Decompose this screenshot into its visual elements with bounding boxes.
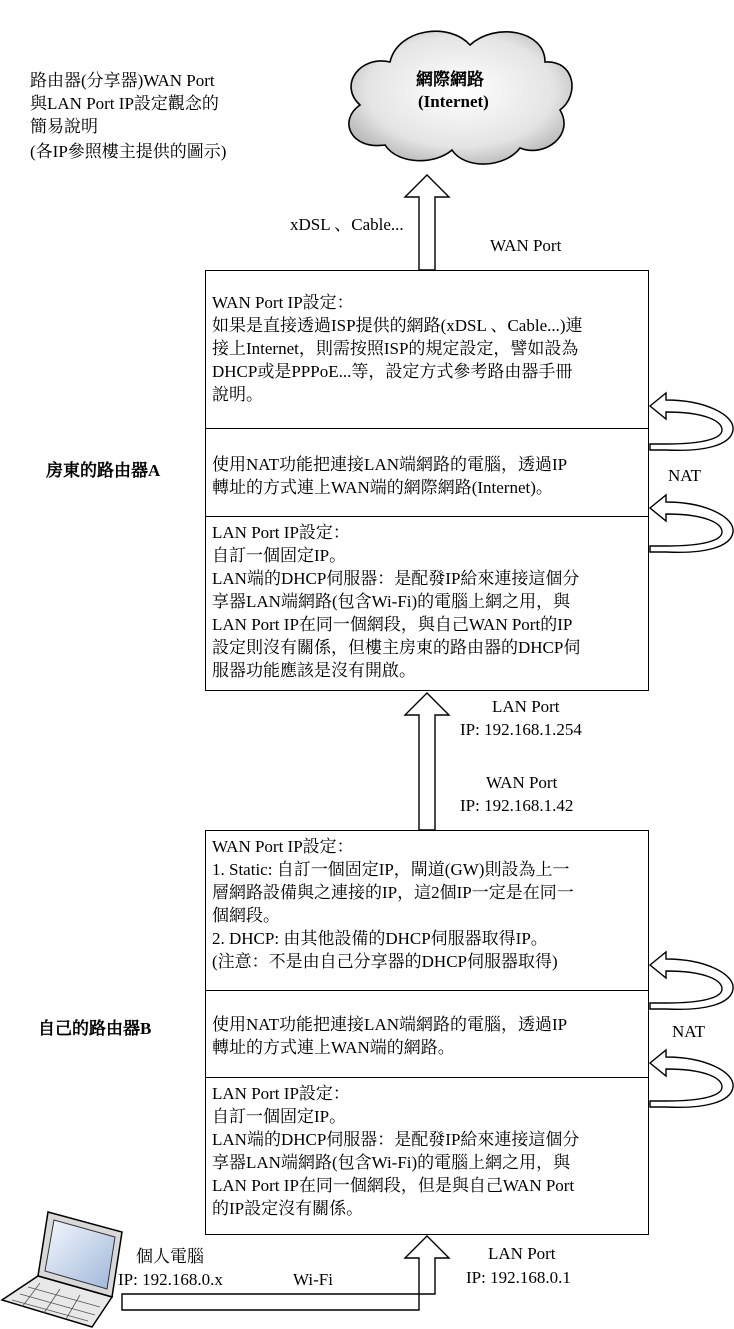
router-b-nat-label: NAT: [672, 1022, 706, 1041]
uplink-connection-label: xDSL 、Cable...: [290, 215, 404, 234]
router-a-box: [205, 270, 649, 691]
router-b-lan-port-label: LAN Port: [488, 1244, 556, 1263]
internet-subtitle: (Internet): [418, 92, 489, 111]
router-b-nat-description: 使用NAT功能把連接LAN端網路的電腦，透過IP 轉址的方式連上WAN端的網路。: [206, 990, 648, 1078]
pc-ip: IP: 192.168.0.x: [118, 1270, 223, 1289]
router-b-lan-ip: IP: 192.168.0.1: [466, 1268, 571, 1287]
router-b-box: [205, 830, 649, 1235]
uplink-arrow-icon: [405, 175, 449, 270]
pc-name: 個人電腦: [136, 1247, 204, 1266]
nat-loop-a-lower-icon: [650, 495, 733, 552]
router-a-nat-label: NAT: [668, 466, 702, 485]
caption-line-2: 與LAN Port IP設定觀念的: [30, 94, 219, 113]
internet-title: 網際網路: [416, 70, 484, 89]
router-a-wan-port-label: WAN Port: [490, 236, 562, 255]
laptop-icon: [2, 1212, 122, 1327]
router-a-lan-port-label: LAN Port: [492, 697, 560, 716]
nat-loop-b-lower-icon: [650, 1050, 733, 1107]
router-a-lan-settings: LAN Port IP設定： 自訂一個固定IP。 LAN端的DHCP伺服器：是配發IP給來連接這個分 享器LAN端網路(包含Wi-Fi)的電腦上網之用，與 LAN Port IP在同一個網段，與自己WAN Port的IP 設定則沒有關係，但樓主房東的路由器的DHCP伺 服器功能應該是沒有開啟。: [206, 516, 648, 682]
nat-loop-b-upper-icon: [650, 952, 733, 1009]
caption-line-4: (各IP參照樓主提供的圖示): [30, 142, 227, 161]
router-b-title: 自己的路由器B: [38, 1019, 152, 1038]
router-a-wan-settings: WAN Port IP設定： 如果是直接透過ISP提供的網路(xDSL 、Cable...)連 接上Internet，則需按照ISP的規定設定，譬如設為 DHCP或是PPPoE...等，設定方式參考路由器手冊 說明。: [212, 293, 583, 404]
router-b-wan-ip: IP: 192.168.1.42: [460, 796, 574, 815]
caption-line-1: 路由器(分享器)WAN Port: [30, 71, 215, 90]
router-b-to-a-arrow-icon: [405, 693, 449, 830]
router-a-lan-ip: IP: 192.168.1.254: [460, 720, 582, 739]
router-a-title: 房東的路由器A: [46, 461, 161, 480]
wifi-link-label: Wi-Fi: [293, 1270, 333, 1289]
router-b-wan-port-label: WAN Port: [486, 773, 558, 792]
router-b-wan-settings: WAN Port IP設定： 1. Static: 自訂一個固定IP，閘道(GW)則設為上一 層網路設備與之連接的IP，這2個IP一定是在同一 個網段。 2. DHCP: 由其他設備的DHCP伺服器取得IP。 (注意：不是由自己分享器的DHCP伺服器取得): [212, 837, 574, 971]
nat-loop-a-upper-icon: [650, 393, 733, 450]
caption-line-3: 簡易說明: [30, 117, 98, 136]
router-a-nat-description: 使用NAT功能把連接LAN端網路的電腦，透過IP 轉址的方式連上WAN端的網際網路(Internet)。: [206, 428, 648, 518]
router-b-lan-settings: LAN Port IP設定： 自訂一個固定IP。 LAN端的DHCP伺服器：是配發IP給來連接這個分 享器LAN端網路(包含Wi-Fi)的電腦上網之用，與 LAN Port IP在同一個網段，但是與自己WAN Port 的IP設定沒有關係。: [206, 1077, 648, 1220]
